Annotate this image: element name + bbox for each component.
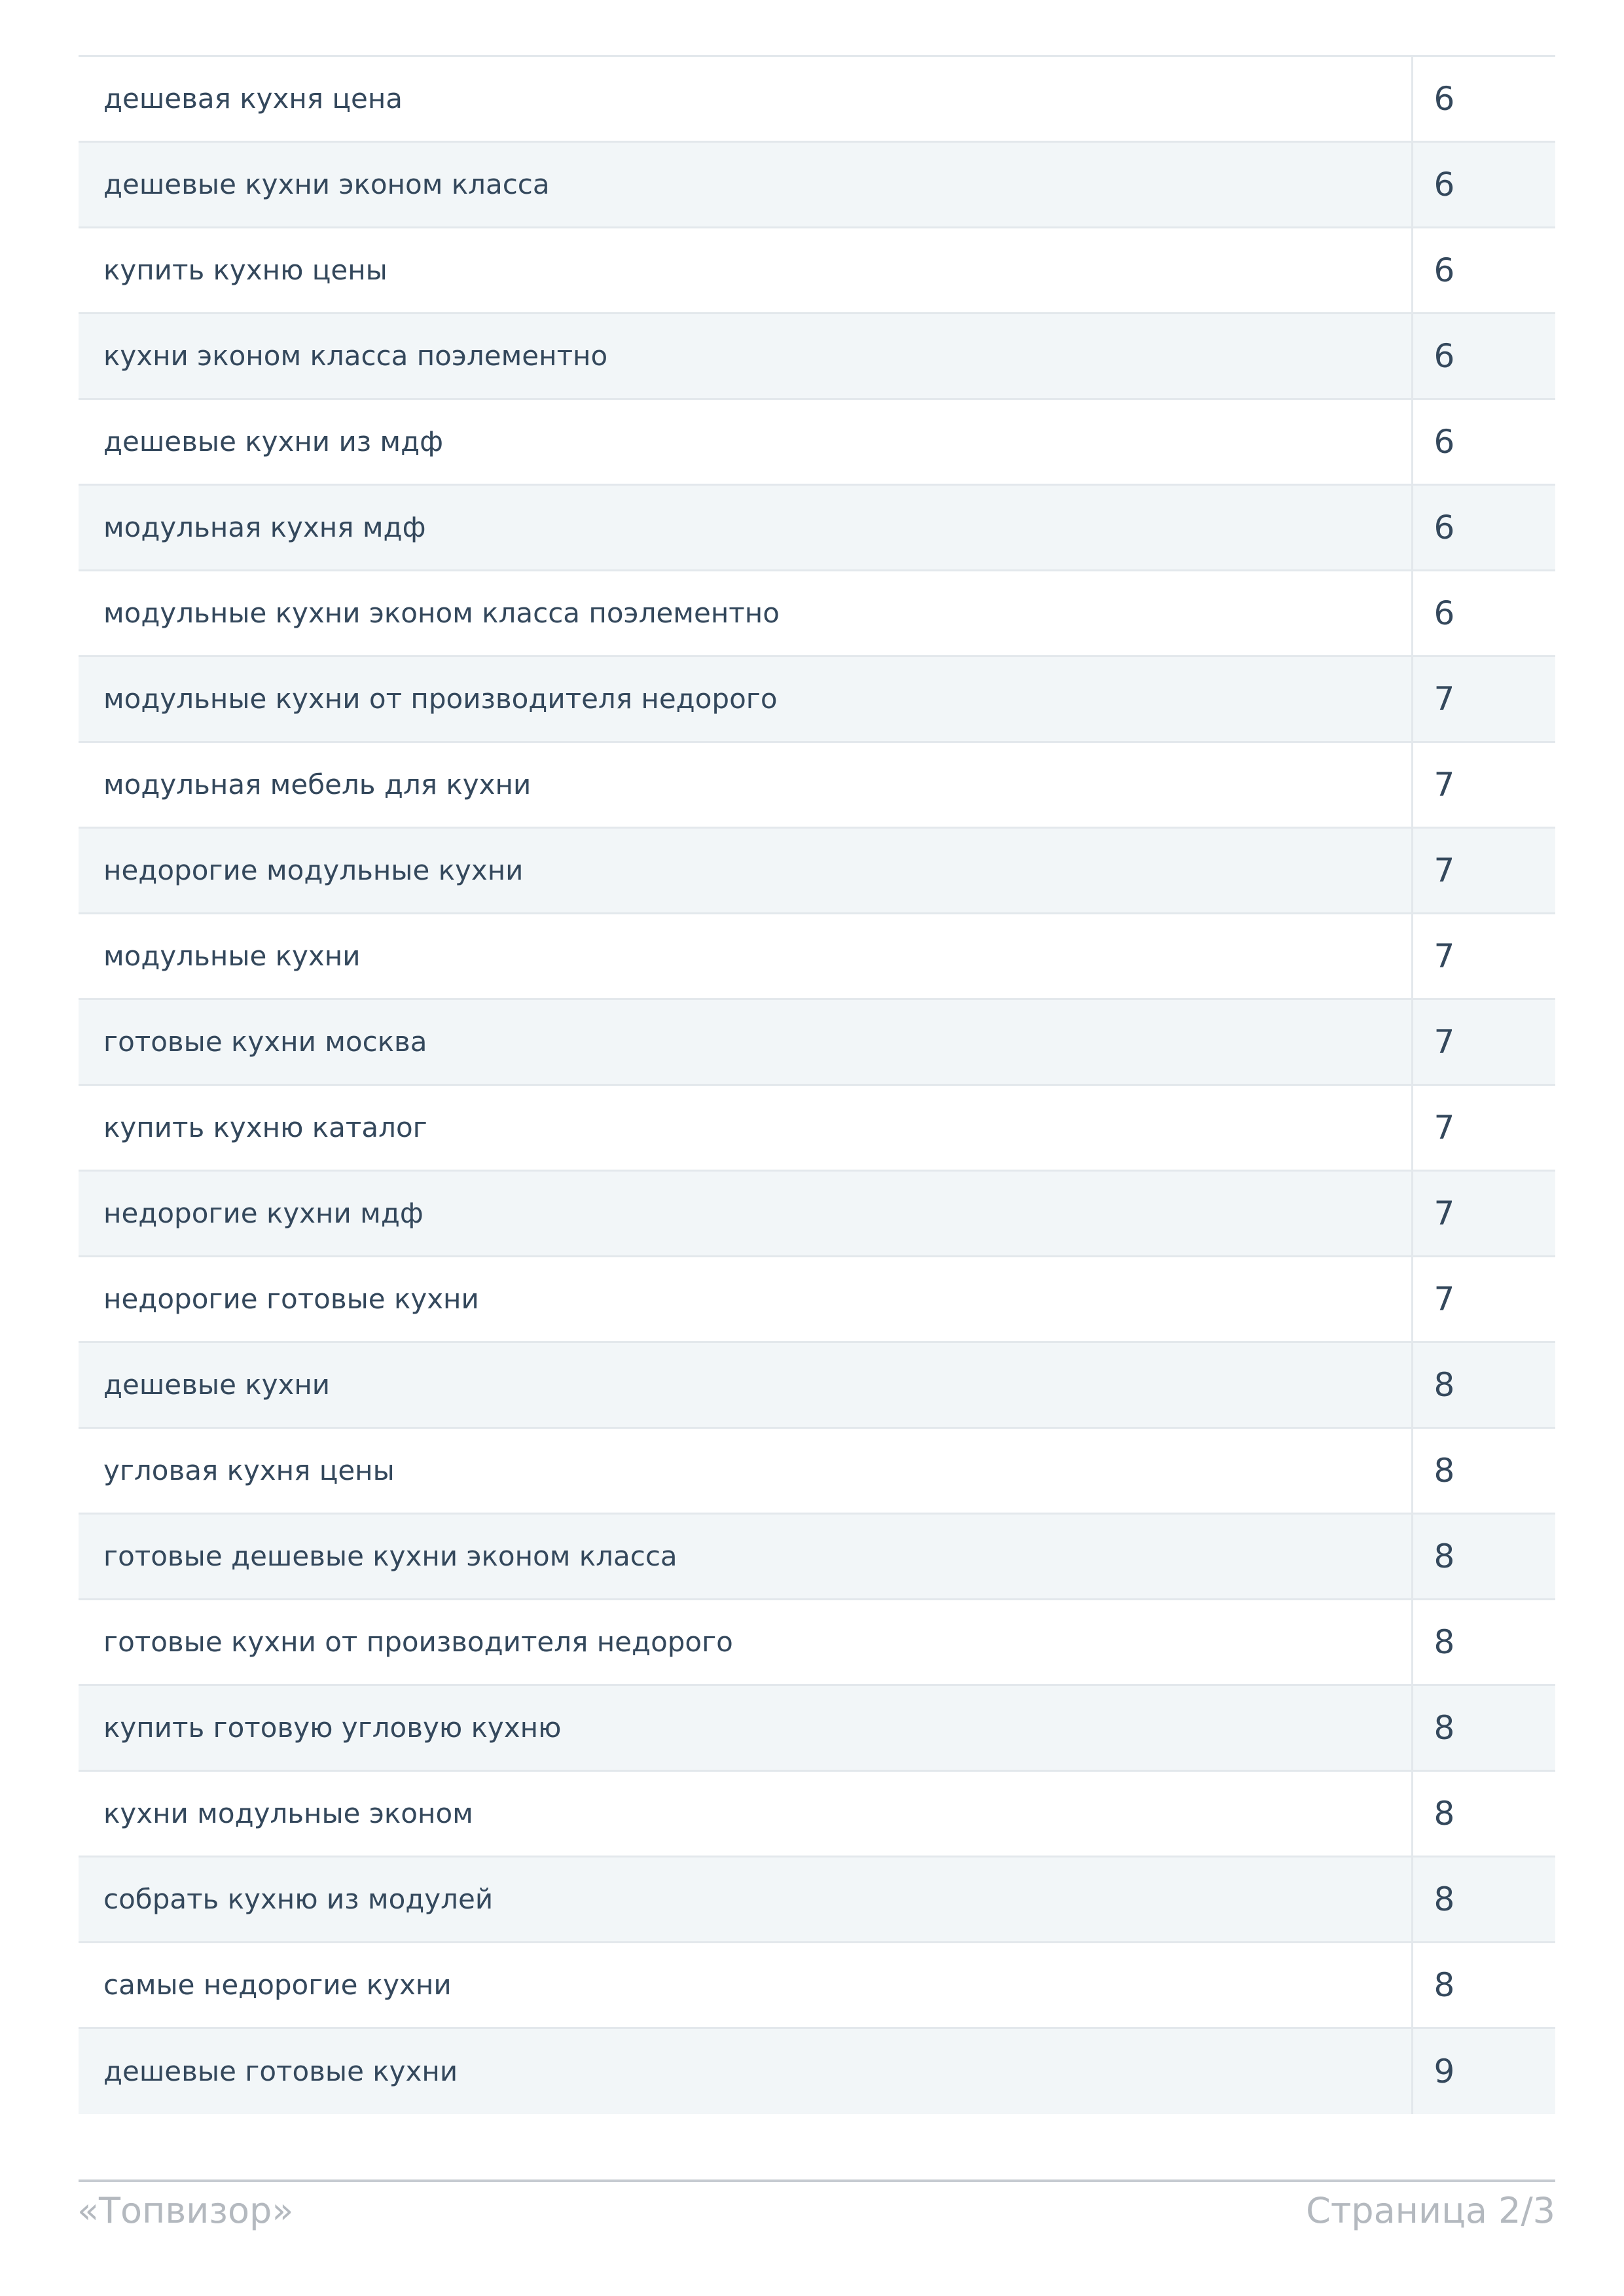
keyword-value: 6 xyxy=(1412,142,1555,228)
keyword-phrase: недорогие модульные кухни xyxy=(79,828,1412,914)
footer-brand: «Топвизор» xyxy=(77,2190,294,2231)
table-row xyxy=(79,571,1555,656)
keyword-value: 7 xyxy=(1412,1257,1555,1342)
table-row xyxy=(79,56,1555,142)
keyword-phrase: кухни модульные эконом xyxy=(79,1771,1412,1857)
keyword-value: 8 xyxy=(1412,1943,1555,2028)
keyword-phrase: самые недорогие кухни xyxy=(79,1943,1412,2028)
table-row xyxy=(79,656,1555,742)
keyword-value: 8 xyxy=(1412,1771,1555,1857)
keyword-phrase: недорогие готовые кухни xyxy=(79,1257,1412,1342)
keyword-phrase: готовые дешевые кухни эконом класса xyxy=(79,1514,1412,1600)
table-row xyxy=(79,228,1555,314)
keyword-phrase: дешевые кухни из мдф xyxy=(79,399,1412,485)
table-row xyxy=(79,1085,1555,1171)
keyword-value: 6 xyxy=(1412,399,1555,485)
table-row xyxy=(79,399,1555,485)
keyword-phrase: модульные кухни от производителя недорого xyxy=(79,656,1412,742)
keyword-phrase: угловая кухня цены xyxy=(79,1428,1412,1514)
keyword-phrase: купить готовую угловую кухню xyxy=(79,1685,1412,1771)
table-row xyxy=(79,1342,1555,1428)
keyword-table-body xyxy=(79,56,1555,2114)
keyword-phrase: купить кухню цены xyxy=(79,228,1412,314)
keyword-value: 7 xyxy=(1412,999,1555,1085)
table-row xyxy=(79,142,1555,228)
keyword-value: 7 xyxy=(1412,914,1555,999)
keyword-value: 8 xyxy=(1412,1685,1555,1771)
table-row xyxy=(79,742,1555,828)
table-row xyxy=(79,1171,1555,1257)
keyword-phrase: кухни эконом класса поэлементно xyxy=(79,314,1412,399)
keyword-phrase: недорогие кухни мдф xyxy=(79,1171,1412,1257)
table-row xyxy=(79,914,1555,999)
keyword-value: 6 xyxy=(1412,56,1555,142)
table-row xyxy=(79,485,1555,571)
keyword-value: 9 xyxy=(1412,2028,1555,2114)
table-row xyxy=(79,1685,1555,1771)
table-row xyxy=(79,1600,1555,1685)
keyword-value: 8 xyxy=(1412,1514,1555,1600)
table-row xyxy=(79,1514,1555,1600)
table-row xyxy=(79,828,1555,914)
table-row xyxy=(79,1428,1555,1514)
keyword-value: 7 xyxy=(1412,742,1555,828)
table-row xyxy=(79,999,1555,1085)
footer-page-number: Страница 2/3 xyxy=(1306,2190,1555,2231)
footer-divider xyxy=(79,2179,1555,2182)
table-row xyxy=(79,314,1555,399)
keyword-table xyxy=(79,55,1555,2114)
keyword-value: 8 xyxy=(1412,1428,1555,1514)
keyword-phrase: модульная кухня мдф xyxy=(79,485,1412,571)
keyword-phrase: модульные кухни эконом класса поэлементно xyxy=(79,571,1412,656)
table-row xyxy=(79,1771,1555,1857)
keyword-value: 6 xyxy=(1412,485,1555,571)
keyword-phrase: модульная мебель для кухни xyxy=(79,742,1412,828)
keyword-value: 7 xyxy=(1412,1171,1555,1257)
keyword-value: 8 xyxy=(1412,1342,1555,1428)
keyword-phrase: модульные кухни xyxy=(79,914,1412,999)
keyword-value: 8 xyxy=(1412,1600,1555,1685)
keyword-value: 7 xyxy=(1412,656,1555,742)
keyword-phrase: дешевые кухни xyxy=(79,1342,1412,1428)
keyword-phrase: дешевая кухня цена xyxy=(79,56,1412,142)
keyword-phrase: купить кухню каталог xyxy=(79,1085,1412,1171)
keyword-value: 7 xyxy=(1412,1085,1555,1171)
keyword-phrase: собрать кухню из модулей xyxy=(79,1857,1412,1943)
keyword-phrase: готовые кухни от производителя недорого xyxy=(79,1600,1412,1685)
table-row xyxy=(79,1257,1555,1342)
table-row xyxy=(79,1943,1555,2028)
keyword-phrase: дешевые готовые кухни xyxy=(79,2028,1412,2114)
keyword-value: 6 xyxy=(1412,314,1555,399)
keyword-phrase: дешевые кухни эконом класса xyxy=(79,142,1412,228)
keyword-value: 6 xyxy=(1412,228,1555,314)
keyword-value: 6 xyxy=(1412,571,1555,656)
table-row xyxy=(79,1857,1555,1943)
keyword-value: 8 xyxy=(1412,1857,1555,1943)
table-row xyxy=(79,2028,1555,2114)
keyword-value: 7 xyxy=(1412,828,1555,914)
keyword-phrase: готовые кухни москва xyxy=(79,999,1412,1085)
